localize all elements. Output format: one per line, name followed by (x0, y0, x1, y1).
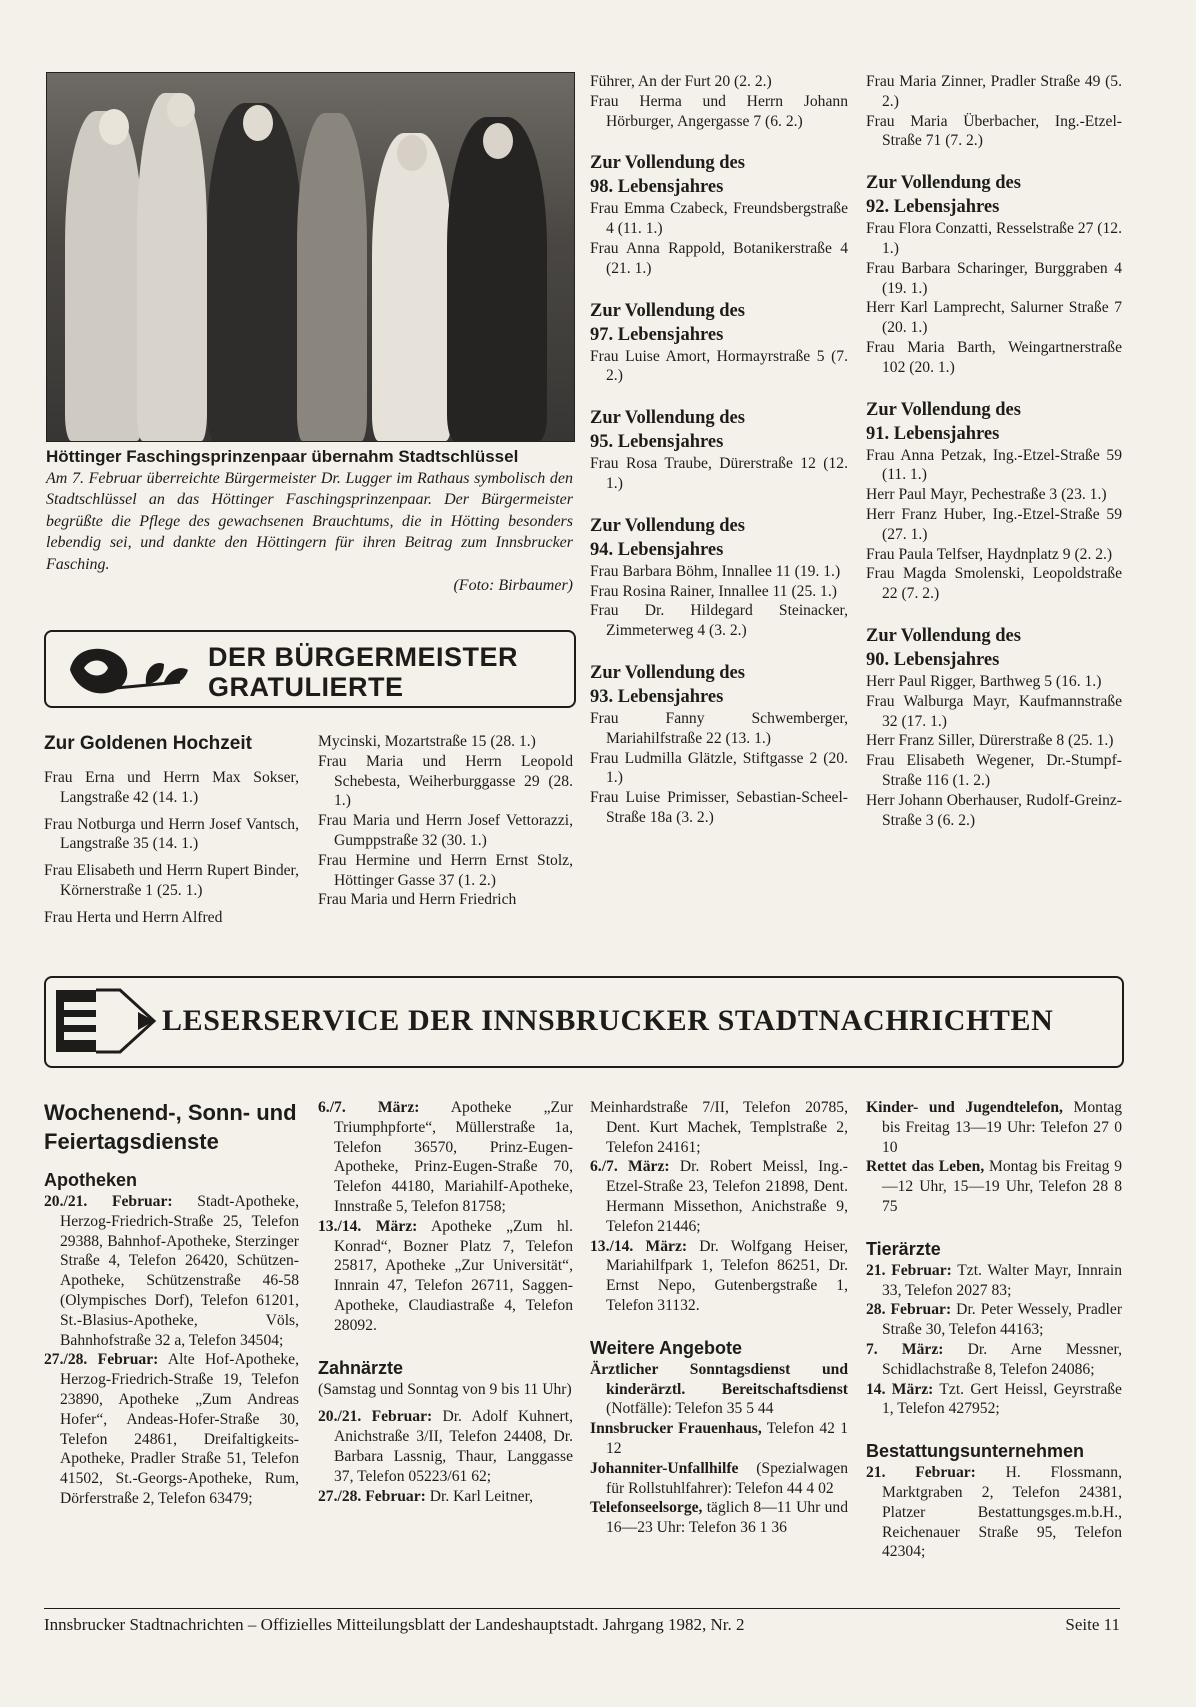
list-item: Frau Rosina Rainer, Innallee 11 (25. 1.) (590, 582, 837, 600)
list-item: Frau Barbara Böhm, Innallee 11 (19. 1.) (590, 562, 841, 580)
zahnaerzte-note: (Samstag und Sonntag von 9 bis 11 Uhr) (318, 1380, 572, 1398)
list-item: Johanniter-Unfallhilfe (Spezialwagen für Rollstuhlfahrer): Telefon 44 4 02 (590, 1459, 848, 1497)
list-item: Frau Emma Czabeck, Freundsbergstraße 4 (11. 1.) (590, 200, 848, 238)
list-item: 14. März: Tzt. Gert Heissl, Geyrstraße 1, Telefon 427952; (866, 1380, 1122, 1418)
list-item: 21. Februar: Tzt. Walter Mayr, Innrain 33, Telefon 2027 83; (866, 1261, 1122, 1299)
list-item: Rettet das Leben, Montag bis Freitag 9—12 Uhr, 15—19 Uhr, Telefon 28 8 75 (866, 1158, 1122, 1215)
footer-publication: Innsbrucker Stadtnachrichten – Offizielles Mitteilungsblatt der Landeshauptstadt. Jahrgang 1982, Nr. 2 (44, 1615, 745, 1634)
list-item: 6./7. März: Dr. Robert Meissl, Ing.-Etzel-Straße 23, Telefon 21898, Dent. Hermann Missethon, Anichstraße 9, Telefon 21446; (590, 1158, 848, 1235)
birthday-col-4 (866, 72, 1122, 830)
photo-credit: (Foto: Birbaumer) (453, 577, 573, 594)
rose-icon (60, 638, 200, 700)
group-heading: 97. Lebensjahres (590, 324, 724, 345)
pencil-logo-icon (54, 986, 158, 1056)
list-item: Frau Herta und Herrn Alfred (44, 908, 223, 926)
list-item: Frau Walburga Mayr, Kaufmannstraße 32 (17. 1.) (866, 692, 1122, 730)
hochzeit-col-1 (44, 732, 299, 928)
list-item: Frau Anna Petzak, Ing.-Etzel-Straße 59 (11. 1.) (866, 446, 1122, 484)
list-item: Frau Dr. Hildegard Steinacker, Zimmeterweg 4 (3. 2.) (590, 602, 848, 640)
list-item: Frau Elisabeth und Herrn Rupert Binder, Körnerstraße 1 (25. 1.) (44, 862, 299, 899)
list-item: Herr Paul Mayr, Pechestraße 3 (23. 1.) (866, 486, 1107, 504)
hochzeit-heading: Zur Goldenen Hochzeit (44, 733, 252, 754)
list-item: Kinder- und Jugendtelefon, Montag bis Freitag 13—19 Uhr: Telefon 27 0 10 (866, 1099, 1122, 1156)
list-item: Herr Johann Oberhauser, Rudolf-Greinz-Straße 3 (6. 2.) (866, 791, 1122, 829)
page-footer (44, 1608, 1120, 1635)
group-heading: Zur Vollendung des (866, 625, 1021, 646)
group-heading: 90. Lebensjahres (866, 649, 1000, 670)
list-item: 20./21. Februar: Dr. Adolf Kuhnert, Anichstraße 3/II, Telefon 24408, Dr. Barbara Lassnig, Thaur, Langgasse 37, Telefon 05223/61 62; (318, 1408, 573, 1485)
gratulation-box (44, 630, 576, 708)
press-photo (46, 72, 575, 442)
list-item: Frau Fanny Schwemberger, Mariahilfstraße 22 (13. 1.) (590, 709, 848, 747)
bestattung-heading: Bestattungsunternehmen (866, 1441, 1085, 1462)
list-item: Herr Karl Lamprecht, Salurner Straße 7 (20. 1.) (866, 299, 1122, 337)
group-heading: 95. Lebensjahres (590, 432, 724, 453)
weitere-heading: Weitere Angebote (590, 1337, 743, 1358)
list-item: Frau Ludmilla Glätzle, Stiftgasse 2 (20. 1.) (590, 749, 848, 787)
list-item: Ärztlicher Sonntagsdienst und kinderärztl. Bereitschaftsdienst (Notfälle): Telefon 35 5 44 (590, 1360, 848, 1418)
list-item: 13./14. März: Dr. Wolfgang Heiser, Mariahilfpark 1, Telefon 86251, Dr. Ernst Nepo, Gutenbergstraße 1, Telefon 31132. (590, 1237, 848, 1314)
gratulation-title-line2: GRATULIERTE (208, 672, 404, 702)
list-item: Frau Maria und Herrn Friedrich (318, 891, 517, 909)
list-item: Frau Flora Conzatti, Resselstraße 27 (12. 1.) (866, 220, 1122, 257)
list-item: 27./28. Februar: Alte Hof-Apotheke, Herzog-Friedrich-Straße 19, Telefon 23890, Apotheke „Zum Andreas Hofer“, Andeas-Hofer-Straße 30, Telefon 24861, Dreifaltigkeits-Apotheke, Pradler Straße 51, Telefon 41502, St.-Georgs-Apotheke, Rum, Dörferstraße 2, Telefon 63479; (44, 1351, 299, 1507)
group-heading: Zur Vollendung des (590, 408, 745, 429)
gratulation-title (208, 642, 518, 702)
list-item: Mycinski, Mozartstraße 15 (28. 1.) (318, 733, 536, 750)
photo-caption-title: Höttinger Faschingsprinzenpaar übernahm Stadtschlüssel (46, 447, 519, 466)
list-item: 28. Februar: Dr. Peter Wessely, Pradler Straße 30, Telefon 44163; (866, 1301, 1123, 1339)
list-item: Führer, An der Furt 20 (2. 2.) (590, 73, 772, 90)
list-item: Frau Maria und Herrn Josef Vettorazzi, Gumppstraße 32 (30. 1.) (318, 812, 573, 849)
leserservice-banner (44, 976, 1124, 1068)
group-heading: Zur Vollendung des (590, 153, 745, 174)
list-item: 27./28. Februar: Dr. Karl Leitner, (318, 1487, 534, 1505)
group-heading: Zur Vollendung des (866, 399, 1021, 420)
list-item: Frau Anna Rappold, Botanikerstraße 4 (21. 1.) (590, 239, 848, 277)
list-item: Herr Franz Siller, Dürerstraße 8 (25. 1.) (866, 732, 1114, 750)
group-heading: Zur Vollendung des (866, 173, 1021, 194)
list-item: Frau Magda Smolenski, Leopoldstraße 22 (7. 2.) (866, 565, 1122, 603)
list-item: Frau Elisabeth Wegener, Dr.-Stumpf-Straße 116 (1. 2.) (866, 752, 1122, 789)
list-item: 7. März: Dr. Arne Messner, Schidlachstraße 8, Telefon 24086; (866, 1340, 1122, 1378)
list-item: Frau Luise Primisser, Sebastian-Scheel-Straße 18a (3. 2.) (590, 789, 848, 826)
list-item: Frau Erna und Herrn Max Sokser, Langstraße 42 (14. 1.) (44, 769, 299, 806)
list-item: 20./21. Februar: Stadt-Apotheke, Herzog-Friedrich-Straße 25, Telefon 29388, Bahnhof-Apotheke, Sterzinger Straße 4, Telefon 26420, Schützen-Apotheke, Schützenstraße 46-58 (Olympisches Dorf), Telefon 61201, St.-Blasius-Apotheke, Völs, Bahnhofstraße 32 a, Telefon 34504; (44, 1193, 300, 1349)
list-item: Frau Maria und Herrn Leopold Schebesta, Weiherburggasse 29 (28. 1.) (318, 752, 573, 810)
group-heading: 94. Lebensjahres (590, 539, 724, 560)
list-item: Frau Luise Amort, Hormayrstraße 5 (7. 2.) (590, 347, 848, 385)
zahnaerzte-heading: Zahnärzte (318, 1357, 404, 1378)
list-item: Meinhardstraße 7/II, Telefon 20785, Dent. Kurt Machek, Templstraße 2, Telefon 24161; (590, 1099, 848, 1156)
list-item: 13./14. März: Apotheke „Zum hl. Konrad“, Bozner Platz 7, Telefon 25817, Apotheke „Zur Universität“, Innrain 47, Telefon 26711, Saggen-Apotheke, Claudiastraße 4, Telefon 28092. (318, 1217, 573, 1334)
list-item: 21. Februar: H. Flossmann, Marktgraben 2, Telefon 24381, Platzer Bestattungsges.m.b.H., Reichenauer Straße 95, Telefon 42304; (866, 1464, 1122, 1561)
group-heading: 91. Lebensjahres (866, 423, 1000, 444)
leserservice-title: LESERSERVICE DER INNSBRUCKER STADTNACHRICHTEN (162, 1004, 1054, 1037)
group-heading: Zur Vollendung des (590, 300, 745, 321)
list-item: Frau Barbara Scharinger, Burggraben 4 (19. 1.) (866, 259, 1122, 297)
group-heading: 98. Lebensjahres (590, 177, 724, 198)
apotheken-heading: Apotheken (44, 1170, 138, 1190)
group-heading: Zur Vollendung des (590, 515, 745, 536)
gratulation-title-line1: DER BÜRGERMEISTER (208, 642, 519, 672)
list-item: Frau Herma und Herrn Johann Hörburger, Angergasse 7 (6. 2.) (590, 92, 848, 130)
birthday-col-3 (590, 72, 848, 828)
list-item: Herr Franz Huber, Ing.-Etzel-Straße 59 (27. 1.) (866, 505, 1122, 543)
list-item: Telefonseelsorge, täglich 8—11 Uhr und 16—23 Uhr: Telefon 36 1 36 (590, 1499, 848, 1537)
service-col-4 (866, 1098, 1122, 1562)
list-item: Frau Paula Telfser, Haydnplatz 9 (2. 2.) (866, 545, 1113, 563)
photo-caption-body: Am 7. Februar überreichte Bürgermeister Dr. Lugger im Rathaus symbolisch den Stadtschlüssel an das Höttinger Faschingsprinzenpaar. Der Bürgermeister begrüßte die Pflege des gewachsenen Brauchtums, die in Hötting besonders lebendig sei, und dankte den Höttingern für ihren Beitrag zum Innsbrucker Fasching. (46, 469, 573, 573)
photo-caption (46, 446, 573, 597)
list-item: Frau Maria Überbacher, Ing.-Etzel-Straße 71 (7. 2.) (866, 112, 1122, 150)
tieraerzte-heading: Tierärzte (866, 1238, 941, 1259)
list-item: Frau Hermine und Herrn Ernst Stolz, Höttinger Gasse 37 (1. 2.) (318, 851, 573, 889)
list-item: Innsbrucker Frauenhaus, Telefon 42 1 12 (590, 1420, 848, 1457)
service-main-heading: Wochenend-, Sonn- und Feiertagsdienste (44, 1100, 297, 1154)
service-col-1 (44, 1098, 299, 1509)
list-item: Frau Notburga und Herrn Josef Vantsch, Langstraße 35 (14. 1.) (44, 815, 299, 853)
list-item: 6./7. März: Apotheke „Zur Triumphpforte“, Müllerstraße 1a, Telefon 36570, Prinz-Eugen-Apotheke, Prinz-Eugen-Straße 70, Telefon 44180, Mariahilf-Apotheke, Innstraße 5, Telefon 81758; (318, 1099, 574, 1215)
group-heading: 92. Lebensjahres (866, 197, 1000, 218)
list-item: Frau Maria Barth, Weingartnerstraße 102 (20. 1.) (866, 338, 1122, 376)
service-col-3 (590, 1098, 848, 1538)
list-item: Herr Paul Rigger, Barthweg 5 (16. 1.) (866, 672, 1102, 690)
group-heading: 93. Lebensjahres (590, 686, 724, 707)
page-number: Seite 11 (1065, 1615, 1120, 1634)
hochzeit-col-2 (318, 732, 573, 910)
list-item: Frau Rosa Traube, Dürerstraße 12 (12. 1.) (590, 455, 848, 492)
service-col-2 (318, 1098, 573, 1506)
group-heading: Zur Vollendung des (590, 662, 745, 683)
list-item: Frau Maria Zinner, Pradler Straße 49 (5. 2.) (866, 73, 1122, 110)
